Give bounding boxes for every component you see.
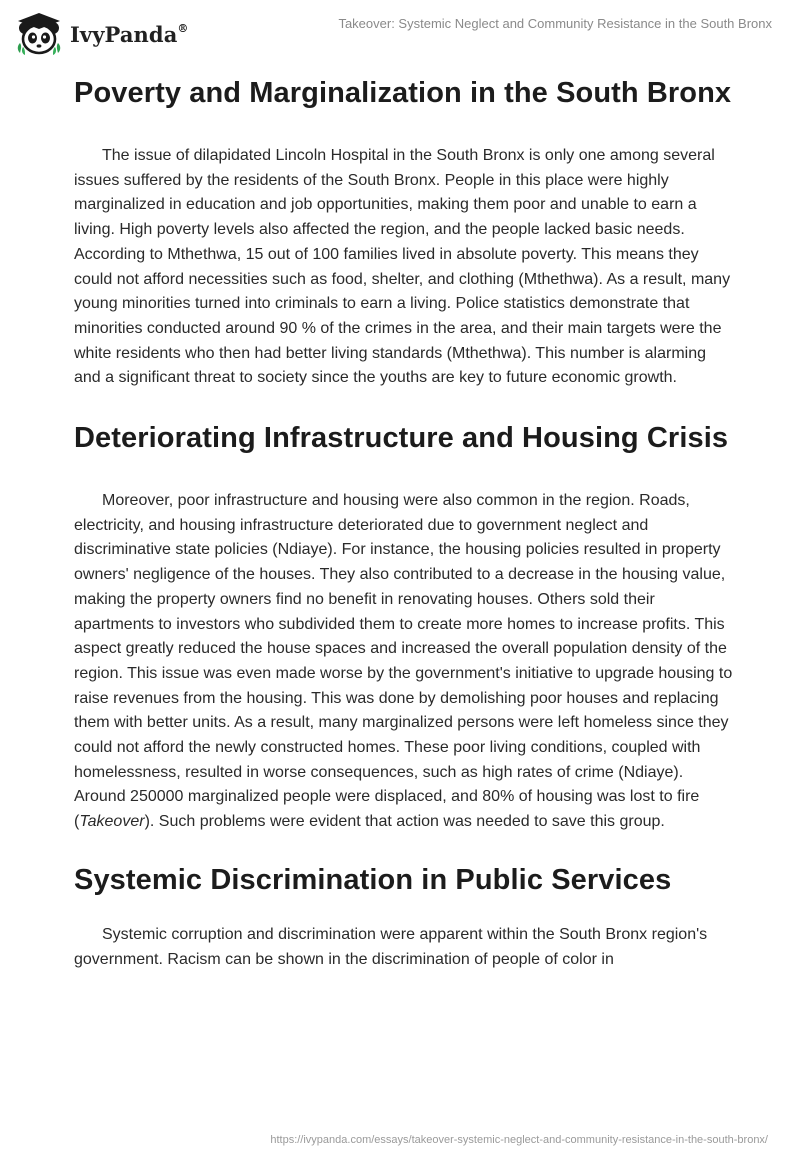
section-discrimination bbox=[74, 861, 734, 972]
section-heading: Systemic Discrimination in Public Services bbox=[74, 863, 672, 896]
section-heading: Deteriorating Infrastructure and Housing Crisis bbox=[74, 422, 729, 455]
logo-wordmark: IvyPanda® bbox=[70, 21, 189, 47]
ivypanda-logo[interactable] bbox=[14, 8, 189, 58]
section-poverty bbox=[74, 74, 734, 391]
section-paragraph: The issue of dilapidated Lincoln Hospital in the South Bronx is only one among several issues suffered by the residents of the South Bronx. People in this place were highly marginalized in education and job opportunities, making them poor and unable to earn a living. High poverty levels also affected the region, and the people lacked basic needs. According to Mthethwa, 15 out of 100 families lived in absolute poverty. This means they could not afford necessities such as food, shelter, and clothing (Mthethwa). As a result, many young minorities turned into criminals to earn a living. Police statistics demonstrate that minorities conducted around 90 % of the crimes in the area, and their main targets were the white residents who then had better living standards (Mthethwa). This number is alarming and a significant threat to society since the youths are key to future economic growth. bbox=[74, 147, 731, 387]
page-header bbox=[0, 0, 800, 62]
document-title: Takeover: Systemic Neglect and Community Resistance in the South Bronx bbox=[338, 16, 772, 31]
essay-body bbox=[74, 66, 734, 972]
section-heading: Poverty and Marginalization in the South Bronx bbox=[74, 77, 732, 109]
section-infrastructure bbox=[74, 419, 734, 835]
footer-url[interactable]: https://ivypanda.com/essays/takeover-systemic-neglect-and-community-resistance-in-the-south-bronx/ bbox=[270, 1134, 768, 1146]
section-paragraph: Moreover, poor infrastructure and housing were also common in the region. Roads, electricity, and housing infrastructure deteriorated due to government neglect and discriminative state policies (Ndiaye). For instance, the housing policies resulted in property owners' negligence of the houses. They also contributed to a decrease in the housing value, making the property owners find no benefit in renovating houses. Others sold their apartments to investors who subdivided them to create more homes to increase profits. This aspect greatly reduced the house spaces and increased the overall population density of the region. This issue was even made worse by the government's initiative to upgrade housing to raise revenues from the housing. This was done by demolishing poor houses and replacing them with better units. As a result, many marginalized persons were left homeless since they could not afford the newly constructed homes. These poor living conditions, coupled with homelessness, resulted in worse consequences, such as high rates of crime (Ndiaye). Around 250000 marginalized people were displaced, and 80% of housing was lost to fire (Takeover). Such problems were evident that action was needed to save this group. bbox=[74, 492, 733, 831]
section-paragraph: Systemic corruption and discrimination were apparent within the South Bronx region's government. Racism can be shown in the discrimination of people of color in bbox=[74, 925, 708, 968]
panda-graduate-icon bbox=[14, 8, 64, 58]
citation-italic: Takeover bbox=[79, 813, 145, 831]
